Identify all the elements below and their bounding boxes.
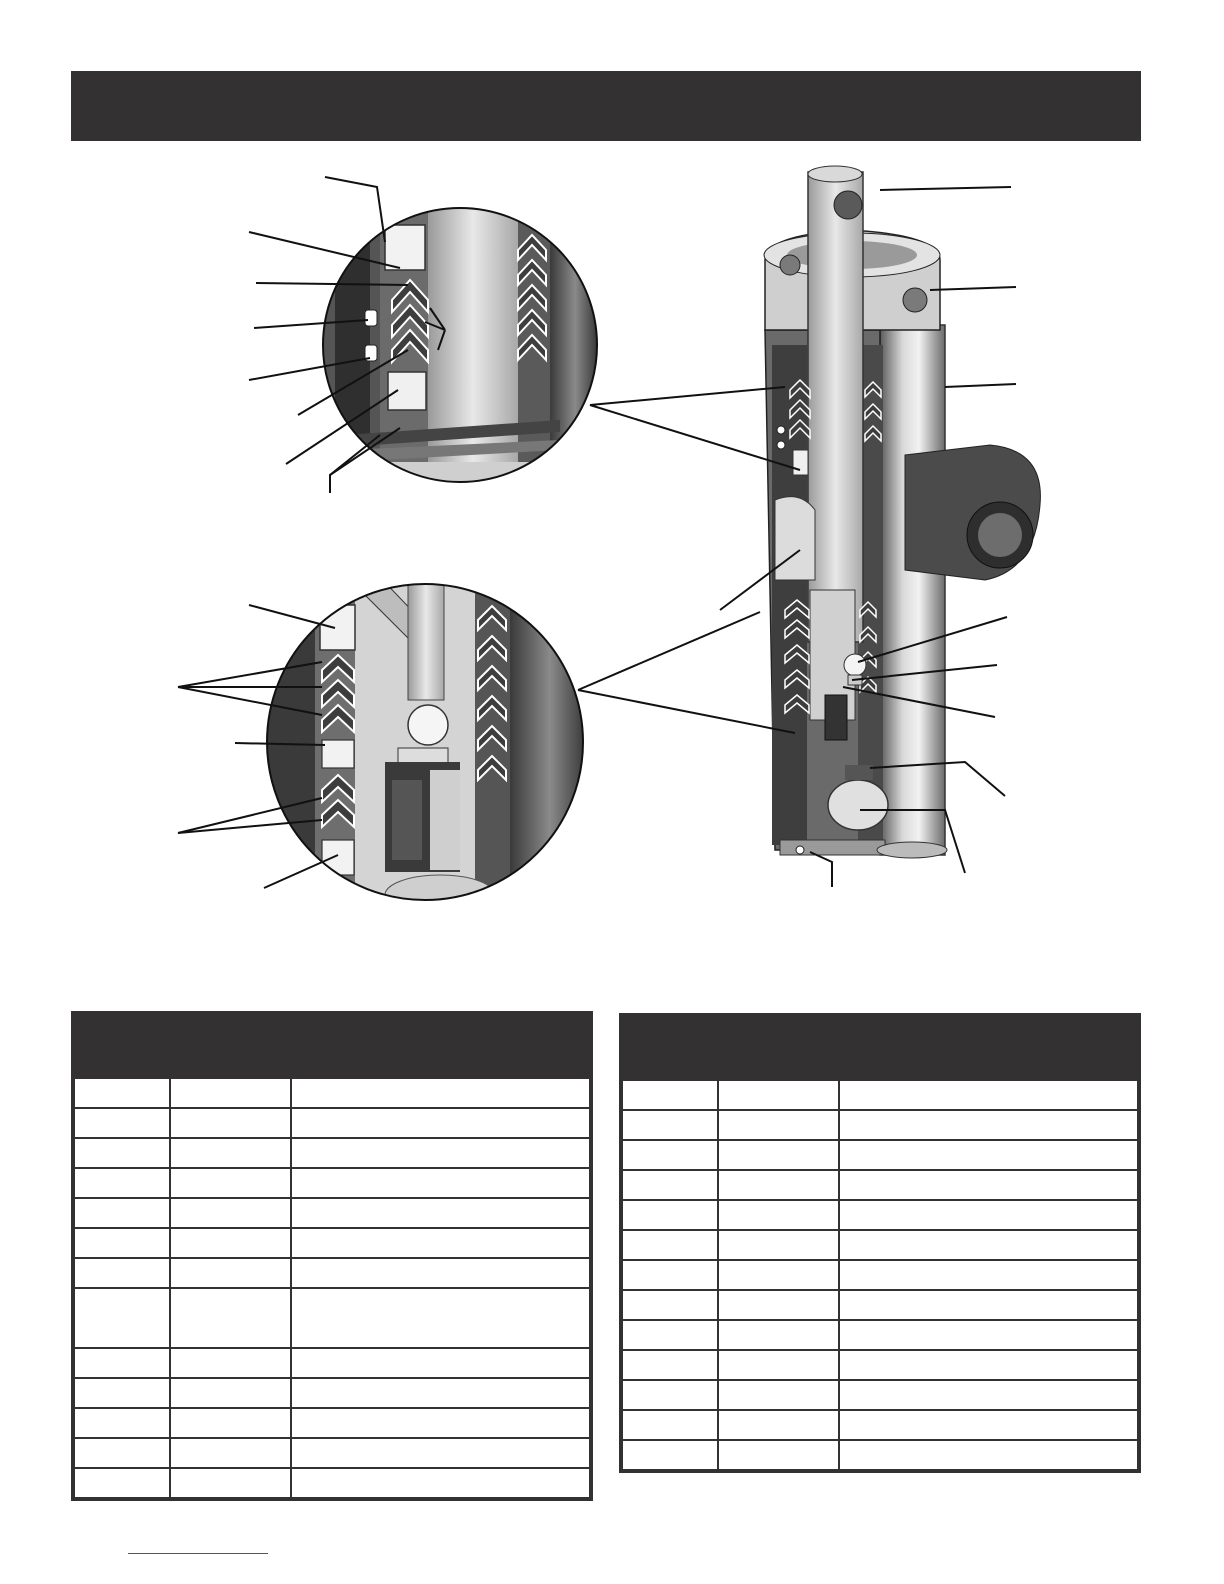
table-row bbox=[75, 1108, 589, 1138]
table-row bbox=[623, 1170, 1137, 1200]
parts-table-right bbox=[619, 1013, 1141, 1473]
parts-table-left-header bbox=[75, 1015, 589, 1077]
part-number bbox=[718, 1170, 839, 1200]
part-description bbox=[291, 1198, 589, 1228]
part-number bbox=[718, 1260, 839, 1290]
part-description bbox=[839, 1350, 1137, 1380]
part-description bbox=[291, 1108, 589, 1138]
part-description bbox=[291, 1348, 589, 1378]
table-row bbox=[75, 1168, 589, 1198]
part-number bbox=[718, 1440, 839, 1469]
parts-table-left-grid bbox=[75, 1077, 589, 1497]
part-number bbox=[170, 1138, 291, 1168]
item-number bbox=[75, 1288, 170, 1348]
table-row bbox=[623, 1320, 1137, 1350]
parts-table-left bbox=[71, 1011, 593, 1501]
part-number bbox=[718, 1200, 839, 1230]
item-number bbox=[75, 1378, 170, 1408]
table-row bbox=[623, 1230, 1137, 1260]
part-number bbox=[170, 1438, 291, 1468]
page-title-bar bbox=[71, 71, 1141, 141]
table-row bbox=[623, 1410, 1137, 1440]
item-number bbox=[75, 1108, 170, 1138]
item-number bbox=[623, 1110, 718, 1140]
part-description bbox=[839, 1110, 1137, 1140]
part-number bbox=[170, 1228, 291, 1258]
table-row bbox=[623, 1110, 1137, 1140]
item-number bbox=[623, 1320, 718, 1350]
part-description bbox=[839, 1260, 1137, 1290]
item-number bbox=[623, 1350, 718, 1380]
part-number bbox=[718, 1140, 839, 1170]
item-number bbox=[623, 1380, 718, 1410]
part-number bbox=[718, 1290, 839, 1320]
table-row bbox=[623, 1080, 1137, 1110]
part-description bbox=[291, 1138, 589, 1168]
item-number bbox=[623, 1080, 718, 1110]
part-number bbox=[170, 1378, 291, 1408]
item-number bbox=[75, 1138, 170, 1168]
item-number bbox=[75, 1168, 170, 1198]
item-number bbox=[623, 1410, 718, 1440]
item-number bbox=[75, 1228, 170, 1258]
part-number bbox=[170, 1348, 291, 1378]
table-row bbox=[75, 1378, 589, 1408]
parts-table-right-header bbox=[623, 1017, 1137, 1079]
part-description bbox=[291, 1438, 589, 1468]
item-number bbox=[623, 1230, 718, 1260]
table-row bbox=[75, 1198, 589, 1228]
table-row bbox=[75, 1258, 589, 1288]
part-number bbox=[718, 1080, 839, 1110]
part-number bbox=[718, 1410, 839, 1440]
item-number bbox=[75, 1348, 170, 1378]
part-description bbox=[839, 1140, 1137, 1170]
item-number bbox=[75, 1258, 170, 1288]
item-number bbox=[623, 1140, 718, 1170]
part-description bbox=[839, 1320, 1137, 1350]
part-number bbox=[718, 1350, 839, 1380]
pump-cutaway-diagram bbox=[0, 150, 1224, 950]
item-number bbox=[623, 1170, 718, 1200]
part-number bbox=[718, 1380, 839, 1410]
item-number bbox=[75, 1198, 170, 1228]
table-row bbox=[623, 1140, 1137, 1170]
part-number bbox=[718, 1110, 839, 1140]
part-description bbox=[291, 1468, 589, 1497]
item-number bbox=[75, 1438, 170, 1468]
table-row bbox=[623, 1350, 1137, 1380]
part-description bbox=[839, 1230, 1137, 1260]
part-description bbox=[291, 1288, 589, 1348]
item-number bbox=[623, 1260, 718, 1290]
pump-main-cutaway bbox=[764, 166, 1040, 858]
table-row bbox=[75, 1408, 589, 1438]
table-row bbox=[623, 1260, 1137, 1290]
part-number bbox=[170, 1078, 291, 1108]
item-number bbox=[623, 1200, 718, 1230]
part-description bbox=[291, 1258, 589, 1288]
part-description bbox=[839, 1200, 1137, 1230]
part-number bbox=[170, 1198, 291, 1228]
table-row bbox=[75, 1348, 589, 1378]
table-row bbox=[623, 1440, 1137, 1469]
page-title bbox=[71, 71, 1141, 111]
footer-link[interactable] bbox=[128, 1553, 268, 1554]
item-number bbox=[623, 1440, 718, 1469]
part-description bbox=[839, 1410, 1137, 1440]
part-number bbox=[718, 1320, 839, 1350]
table-row bbox=[75, 1468, 589, 1497]
part-number bbox=[170, 1108, 291, 1138]
item-number bbox=[75, 1408, 170, 1438]
part-description bbox=[839, 1170, 1137, 1200]
table-row bbox=[623, 1380, 1137, 1410]
part-number bbox=[170, 1168, 291, 1198]
table-row bbox=[75, 1138, 589, 1168]
part-description bbox=[839, 1440, 1137, 1469]
part-number bbox=[170, 1408, 291, 1438]
item-number bbox=[623, 1290, 718, 1320]
part-description bbox=[291, 1168, 589, 1198]
part-number bbox=[170, 1288, 291, 1348]
table-row bbox=[623, 1290, 1137, 1320]
item-number bbox=[75, 1468, 170, 1497]
table-row bbox=[623, 1200, 1137, 1230]
part-description bbox=[291, 1228, 589, 1258]
part-number bbox=[170, 1258, 291, 1288]
part-description bbox=[839, 1080, 1137, 1110]
part-number bbox=[718, 1230, 839, 1260]
parts-table-right-grid bbox=[623, 1079, 1137, 1469]
item-number bbox=[75, 1078, 170, 1108]
table-row bbox=[75, 1438, 589, 1468]
part-description bbox=[291, 1378, 589, 1408]
part-description bbox=[291, 1078, 589, 1108]
part-description bbox=[839, 1380, 1137, 1410]
table-row bbox=[75, 1288, 589, 1348]
table-row bbox=[75, 1078, 589, 1108]
part-description bbox=[291, 1408, 589, 1438]
table-row bbox=[75, 1228, 589, 1258]
part-description bbox=[839, 1290, 1137, 1320]
part-number bbox=[170, 1468, 291, 1497]
